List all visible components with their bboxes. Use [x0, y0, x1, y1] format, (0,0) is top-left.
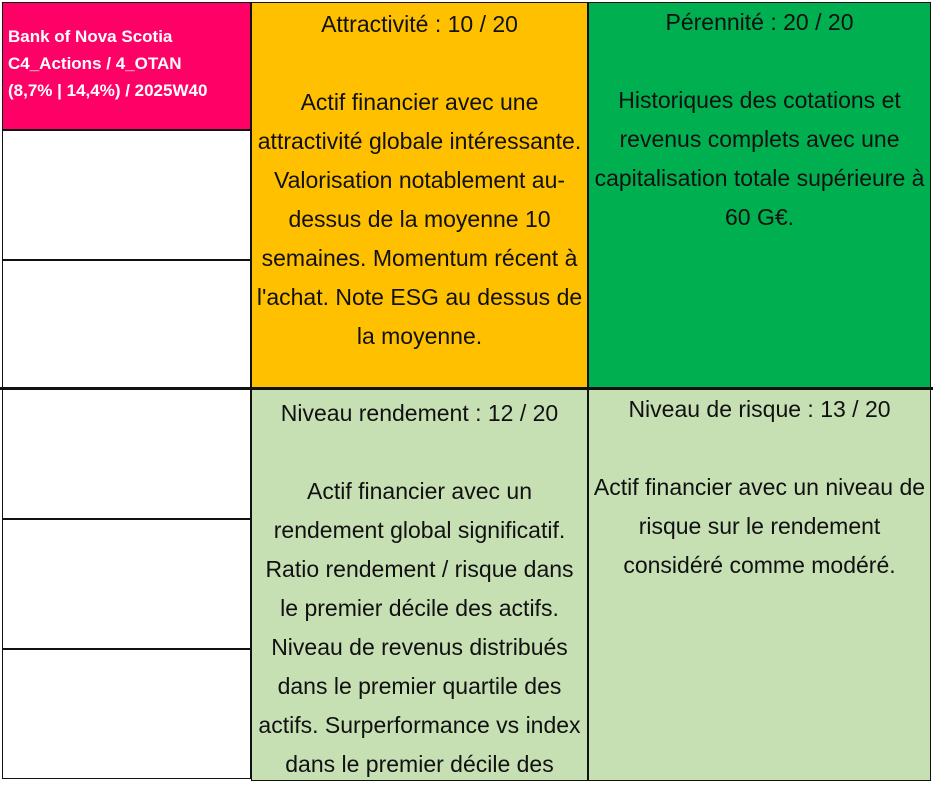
- attractivite-heading: Attractivité : 10 / 20: [321, 11, 518, 37]
- attractivite-cell: [251, 2, 588, 389]
- asset-period: (8,7% | 14,4%) / 2025W40: [8, 81, 208, 100]
- rendement-cell: [251, 389, 588, 781]
- asset-name: Bank of Nova Scotia: [8, 27, 173, 46]
- risque-cell: [588, 389, 931, 781]
- row-divider: [0, 387, 933, 390]
- rendement-heading: Niveau rendement : 12 / 20: [280, 400, 559, 426]
- asset-title-cell: [2, 2, 251, 130]
- attractivite-description: Actif financier avec une attractivité globale intéressante. Valorisation notablement au-dessus de la moyenne 10 semaines. Momentum récent à l'achat. Note ESG au dessus de la moyenne.: [256, 89, 583, 349]
- perennite-heading: Pérennité : 20 / 20: [665, 9, 854, 35]
- risque-heading: Niveau de risque : 13 / 20: [628, 396, 891, 422]
- blank-cell-5: [2, 649, 251, 779]
- blank-cell-4: [2, 519, 251, 649]
- perennite-description: Historiques des cotations et revenus complets avec une capitalisation totale supérieure à 60 G€.: [594, 87, 925, 230]
- blank-cell-1: [2, 130, 251, 260]
- perennite-cell: [588, 2, 931, 389]
- blank-cell-2: [2, 260, 251, 389]
- blank-cell-3: [2, 389, 251, 519]
- asset-category: C4_Actions / 4_OTAN: [8, 54, 182, 73]
- rendement-description: Actif financier avec un rendement global significatif. Ratio rendement / risque dans le premier décile des actifs. Niveau de revenus distribués dans le premier quartile des actifs. Surperformance vs index dans le premier décile des: [258, 478, 581, 777]
- risque-description: Actif financier avec un niveau de risque sur le rendement considéré comme modéré.: [593, 474, 926, 578]
